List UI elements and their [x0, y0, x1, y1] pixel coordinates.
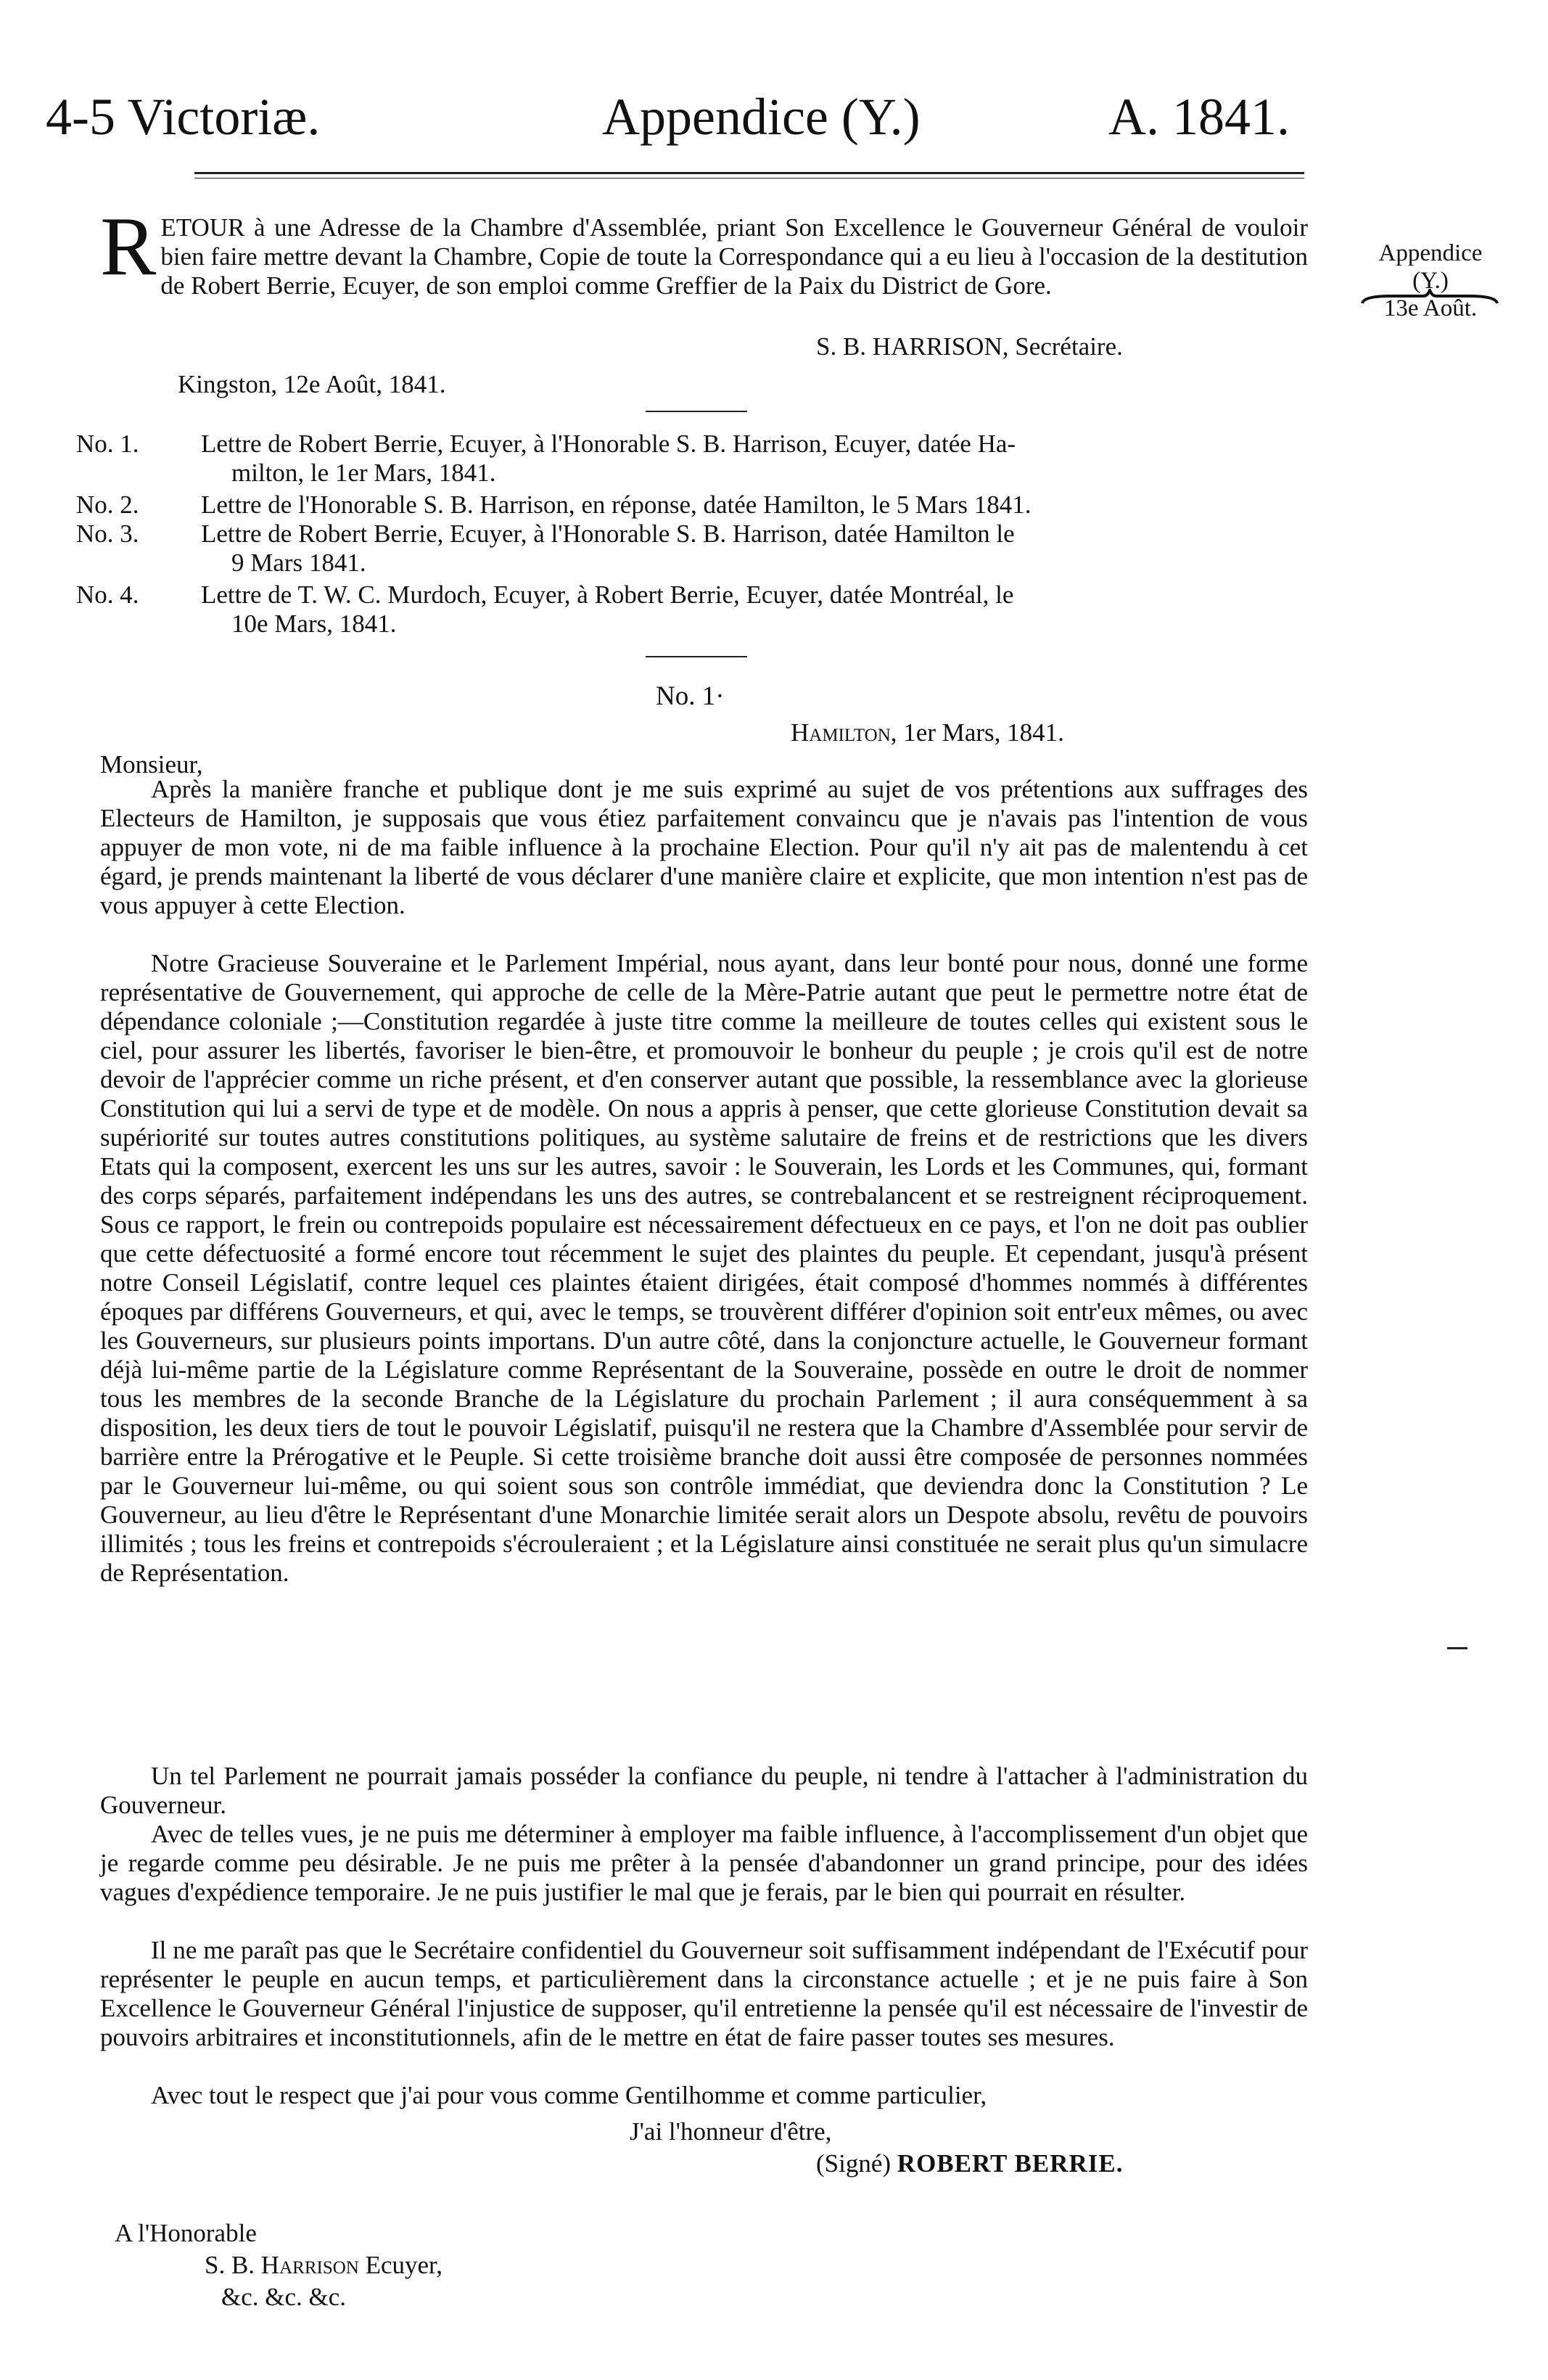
- header-year: A. 1841.: [1108, 88, 1290, 146]
- addressee-name-line: [205, 2251, 442, 2280]
- signed-label: (Signé): [816, 2149, 892, 2178]
- document-number: No. 4.: [76, 580, 139, 609]
- letter-paragraph-3: Un tel Parlement ne pourrait jamais posséder la confiance du peuple, ni tendre à l'attacher à l'administration du Gouverneur.: [100, 1762, 1308, 1819]
- intro-place-date: Kingston, 12e Août, 1841.: [178, 370, 446, 398]
- drop-cap: R: [100, 200, 157, 293]
- addressee-line: A l'Honorable: [115, 2219, 257, 2247]
- margin-brace-icon: [1361, 289, 1499, 306]
- header-volume: 4-5 Victoriæ.: [46, 88, 321, 146]
- letter-paragraph-4: Avec de telles vues, je ne puis me déterminer à employer ma faible influence, à l'accomplissement d'un objet que je regarde comme peu désirable. Je ne puis me prêter à la pensée d'abandonner un grand principe, pour des idées vagues d'expédience temporaire. Je ne puis justifier le mal que je ferais, par le bien qui pourrait en résulter.: [100, 1820, 1308, 1906]
- section-rule: [646, 411, 747, 412]
- intro-paragraph: [100, 200, 1308, 300]
- letter-dateline: [791, 718, 1064, 747]
- document-description: Lettre de Robert Berrie, Ecuyer, à l'Honorable S. B. Harrison, datée Hamilton le 9 Mars 1841.: [201, 520, 1015, 577]
- intro-signature: S. B. HARRISON, Secrétaire.: [816, 332, 1123, 361]
- letter-paragraph-1: Après la manière franche et publique dont je me suis exprimé au sujet de vos prétentions aux suffrages des Electeurs de Hamilton, je supposais que vous étiez parfaitement convaincu que je n'avais pas l'intention de vous appuyer de mon vote, ni de ma faible influence à la prochaine Election. Pour qu'il n'y ait pas de malentendu à cet égard, je prends maintenant la liberté de vous déclarer d'une manière claire et explicite, que mon intention n'est pas de vous appuyer à cette Election.: [100, 775, 1308, 919]
- signer-name: ROBERT BERRIE.: [897, 2149, 1124, 2178]
- header-rule: [194, 172, 1304, 174]
- document-description: Lettre de T. W. C. Murdoch, Ecuyer, à Robert Berrie, Ecuyer, datée Montréal, le 10e Mars, 1841.: [201, 580, 1014, 638]
- document-description: Lettre de l'Honorable S. B. Harrison, en réponse, datée Hamilton, le 5 Mars 1841.: [201, 491, 1032, 519]
- margin-mark: [1447, 1647, 1467, 1649]
- letter-paragraph-5: Il ne me paraît pas que le Secrétaire confidentiel du Gouverneur soit suffisamment indépendant de l'Exécutif pour représenter le peuple en aucun temps, et particulièrement dans la circonstance actuelle ; et je ne puis faire à Son Excellence le Gouverneur Général l'injustice de supposer, qu'il entretienne la pensée qu'il est nécessaire de l'investir de pouvoirs arbitraires et inconstitutionnels, afin de le mettre en état de faire passer toutes ses mesures.: [100, 1936, 1308, 2051]
- addressee-name: S. B. Harrison: [205, 2251, 359, 2279]
- addressee-etc: &c. &c. &c.: [221, 2283, 347, 2311]
- margin-note-appendix: Appendice: [1378, 240, 1483, 266]
- letter-closing: J'ai l'honneur d'être,: [630, 2117, 832, 2146]
- letter-paragraph-2: Notre Gracieuse Souveraine et le Parlement Impérial, nous ayant, dans leur bonté pour nous, donné une forme représentative de Gouvernement, qui approche de celle de la Mère-Patrie autant que peut le permettre notre état de dépendance coloniale ;—Constitution regardée à juste titre comme la meilleure de toutes celles qui existent sous le ciel, pour assurer les libertés, favoriser le bien-être, et promouvoir le bonheur du peuple ; je crois qu'il est de notre devoir de l'apprécier comme un riche présent, et d'en conserver autant que possible, la ressemblance avec la glorieuse Constitution qui lui a servi de type et de modèle. On nous a appris à penser, que cette glorieuse Constitution devait sa supériorité sur toutes autres constitutions politiques, au système salutaire de freins et de restrictions que les divers Etats qui la composent, exercent les uns sur les autres, savoir : le Souverain, les Lords et les Communes, qui, formant des corps séparés, parfaitement indépendans les uns des autres, se contrebalancent et se restreignent réciproquement. Sous ce rapport, le frein ou contrepoids populaire est nécessairement défectueux en ce pays, et l'on ne doit pas oublier que cette défectuosité a formé encore tout récemment le sujet des plaintes du peuple. Et cependant, jusqu'à présent notre Conseil Législatif, contre lequel ces plaintes étaient dirigées, était composé d'hommes nommés à différentes époques par différens Gouverneurs, et qui, avec le temps, se trouvèrent différer d'opinion soit entr'eux mêmes, ou avec les Gouverneurs, sur plusieurs points importans. D'un autre côté, dans la conjoncture actuelle, le Gouverneur formant déjà lui-même partie de la Législature comme Représentant de la Souveraine, possède en outre le droit de nommer tous les membres de la seconde Branche de la Législature du prochain Parlement ; il aura conséquemment à sa disposition, les deux tiers de tout le pouvoir Législatif, puisqu'il ne restera que la Chambre d'Assemblée pour servir de barrière entre la Prérogative et le Peuple. Si cette troisième branche doit aussi être composée de personnes nommées par le Gouverneur lui-même, ou qui soient sous son contrôle immédiat, que deviendra donc la Constitution ? Le Gouverneur, au lieu d'être le Représentant d'une Monarchie limitée serait alors un Despote absolu, revêtu de pouvoirs illimités ; tous les freins et contrepoids s'écrouleraient ; et la Législature ainsi constituée ne serait plus qu'un simulacre de Représentation.: [100, 949, 1308, 1587]
- letter-paragraph-6: Avec tout le respect que j'ai pour vous comme Gentilhomme et comme particulier,: [151, 2081, 987, 2109]
- addressee-title: Ecuyer,: [365, 2251, 443, 2279]
- margin-note: [1343, 239, 1518, 322]
- letter-date: 1er Mars, 1841.: [903, 718, 1064, 747]
- letter-place: Hamilton,: [791, 718, 897, 747]
- document-number: No. 1.: [76, 430, 139, 458]
- intro-text: ETOUR à une Adresse de la Chambre d'Assemblée, priant Son Excellence le Gouverneur Général de vouloir bien faire mettre devant la Chambre, Copie de toute la Correspondance qui a eu lieu à l'occasion de la destitution de Robert Berrie, Ecuyer, de son emploi comme Greffier de la Paix du District de Gore.: [160, 213, 1308, 300]
- letter-salutation: Monsieur,: [100, 750, 203, 779]
- section-rule: [646, 656, 747, 657]
- header-appendix: Appendice (Y.): [602, 88, 921, 146]
- letter-number: No. 1·: [656, 681, 725, 711]
- margin-note-letter: (Y.): [1412, 268, 1449, 294]
- document-description: Lettre de Robert Berrie, Ecuyer, à l'Honorable S. B. Harrison, Ecuyer, datée Ha- milton, le 1er Mars, 1841.: [201, 430, 1016, 487]
- letter-signature: [816, 2149, 1123, 2178]
- margin-note-date: 13e Août.: [1383, 295, 1478, 321]
- document-number: No. 3.: [76, 520, 139, 548]
- document-number: No. 2.: [76, 491, 139, 519]
